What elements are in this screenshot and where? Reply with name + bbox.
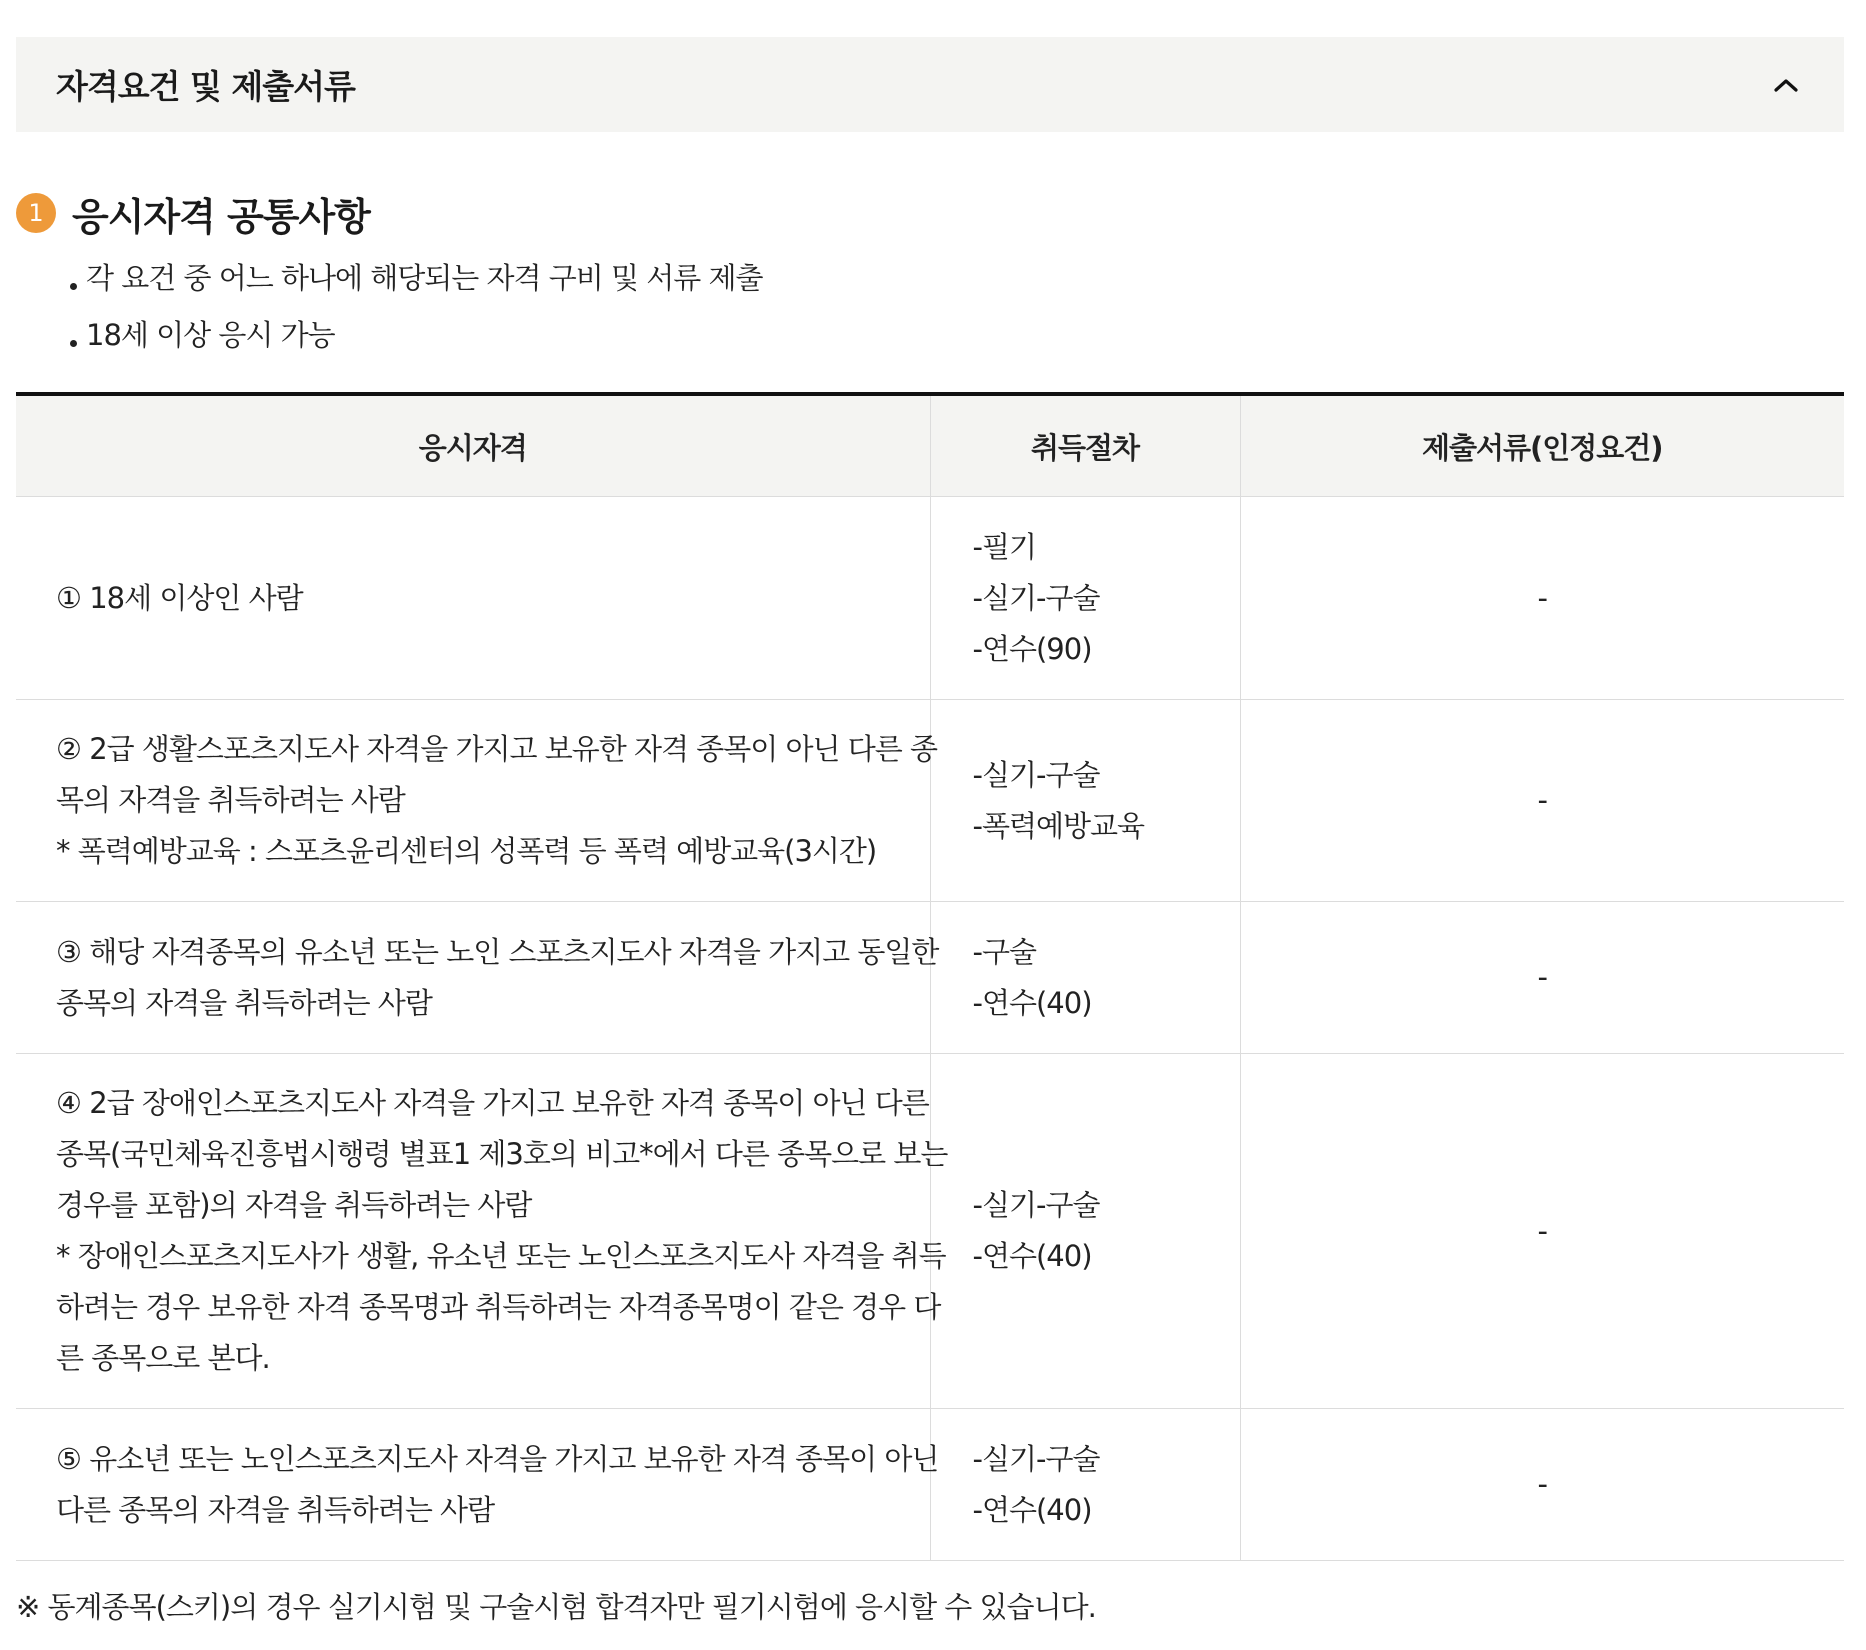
accordion-title: 자격요건 및 제출서류	[56, 67, 355, 106]
table-row	[16, 902, 1844, 1054]
qualification-text: 종목(국민체육진흥법시행령 별표1 제3호의 비고*에서 다른 종목으로 보는	[56, 1137, 948, 1171]
documents-cell: -	[1240, 497, 1844, 700]
procedure-cell	[930, 1409, 1240, 1561]
qualification-cell	[16, 1054, 948, 1409]
qualification-cell	[16, 497, 930, 700]
procedure-cell	[930, 497, 1240, 700]
procedure-step: -실기-구술	[972, 757, 1100, 792]
qualification-text: 다른 종목의 자격을 취득하려는 사람	[56, 1492, 495, 1527]
qualification-text: ④ 2급 장애인스포츠지도사 자격을 가지고 보유한 자격 종목이 아닌 다른	[56, 1086, 929, 1120]
procedure-step: -연수(40)	[972, 985, 1092, 1020]
column-header-procedure: 취득절차	[930, 394, 1240, 497]
column-header-qualification: 응시자격	[16, 394, 930, 497]
procedure-step: -실기-구술	[972, 580, 1100, 615]
procedure-step: -실기-구술	[972, 1188, 1100, 1222]
procedure-step: -구술	[972, 934, 1036, 969]
qualification-note: * 폭력예방교육 : 스포츠윤리센터의 성폭력 등 폭력 예방교육(3시간)	[56, 834, 877, 868]
documents-cell: -	[1240, 1054, 1844, 1409]
common-requirements-list	[66, 250, 763, 364]
procedure-cell	[930, 902, 1240, 1054]
list-item: 각 요건 중 어느 하나에 해당되는 자격 구비 및 서류 제출	[66, 250, 763, 307]
section-number-badge: 1	[16, 193, 56, 233]
procedure-step: -연수(40)	[972, 1492, 1092, 1527]
qualification-cell	[16, 902, 939, 1054]
qualification-text: 종목의 자격을 취득하려는 사람	[56, 985, 432, 1020]
qualification-text: 경우를 포함)의 자격을 취득하려는 사람	[56, 1188, 532, 1222]
documents-cell: -	[1240, 700, 1844, 902]
qualification-note: 하려는 경우 보유한 자격 종목명과 취득하려는 자격종목명이 같은 경우 다	[56, 1290, 941, 1324]
table-header-row	[16, 394, 1844, 497]
chevron-up-icon[interactable]	[1768, 67, 1804, 103]
qualification-cell	[16, 1409, 939, 1561]
qualification-table	[16, 392, 1844, 1561]
column-header-documents: 제출서류(인정요건)	[1240, 394, 1844, 497]
section-heading	[16, 186, 370, 240]
list-item: 18세 이상 응시 가능	[66, 307, 763, 364]
procedure-step: -폭력예방교육	[972, 808, 1145, 843]
qualification-text: 목의 자격을 취득하려는 사람	[56, 783, 405, 817]
table-row	[16, 1409, 1844, 1561]
section-title: 응시자격 공통사항	[72, 194, 370, 239]
qualification-text: ② 2급 생활스포츠지도사 자격을 가지고 보유한 자격 종목이 아닌 다른 종	[56, 732, 938, 766]
procedure-cell	[930, 1054, 1240, 1409]
qualification-text: ③ 해당 자격종목의 유소년 또는 노인 스포츠지도사 자격을 가지고 동일한	[56, 934, 939, 969]
qualification-note: 른 종목으로 본다.	[56, 1341, 270, 1375]
procedure-step: -실기-구술	[972, 1441, 1100, 1476]
qualification-text: ⑤ 유소년 또는 노인스포츠지도사 자격을 가지고 보유한 자격 종목이 아닌	[56, 1441, 939, 1476]
procedure-step: -필기	[972, 529, 1036, 564]
procedure-step: -연수(40)	[972, 1239, 1092, 1273]
qualification-cell	[16, 700, 938, 902]
footnote: ※ 동계종목(스키)의 경우 실기시험 및 구술시험 합격자만 필기시험에 응시할 수 있습니다.	[16, 1590, 1096, 1624]
accordion-header[interactable]	[16, 37, 1844, 132]
documents-cell: -	[1240, 902, 1844, 1054]
table-row	[16, 497, 1844, 700]
procedure-step: -연수(90)	[972, 631, 1092, 666]
table-row	[16, 1054, 1844, 1409]
qualification-text: ① 18세 이상인 사람	[56, 580, 303, 615]
documents-cell: -	[1240, 1409, 1844, 1561]
table-row	[16, 700, 1844, 902]
qualification-note: * 장애인스포츠지도사가 생활, 유소년 또는 노인스포츠지도사 자격을 취득	[56, 1239, 946, 1273]
procedure-cell	[930, 700, 1240, 902]
